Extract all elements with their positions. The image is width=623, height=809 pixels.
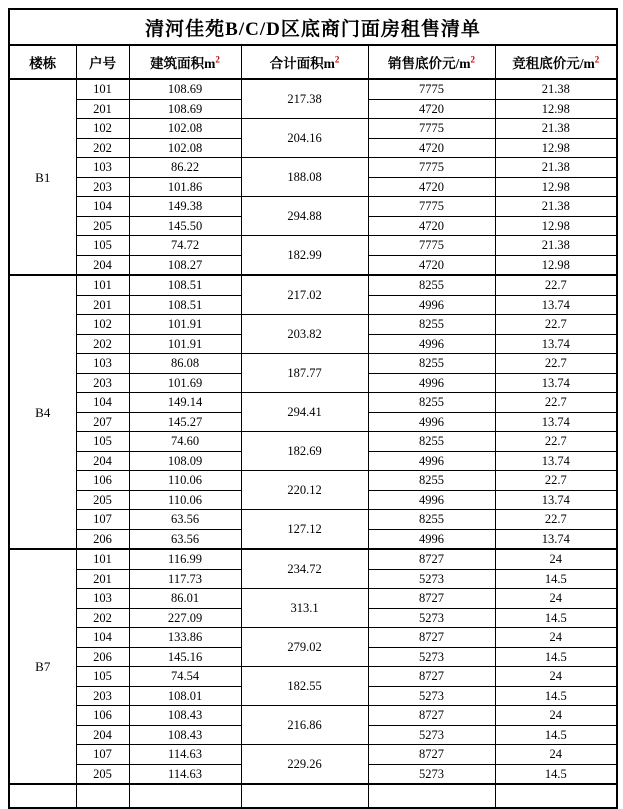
cell-unit: 101 — [76, 79, 129, 99]
cell-sale-price: 4996 — [368, 373, 495, 393]
cell-area: 108.43 — [129, 706, 241, 726]
cell-building: B4 — [9, 275, 76, 549]
cell-sale-price: 4720 — [368, 255, 495, 275]
cell-rent-price: 14.5 — [495, 686, 617, 706]
col-header-label: 合计面积m — [269, 56, 335, 71]
cell-unit: 205 — [76, 490, 129, 510]
cell-unit: 206 — [76, 647, 129, 667]
col-header-label: 竞租底价元/m — [512, 56, 595, 71]
col-header-label: 户号 — [89, 56, 116, 71]
cell-unit: 106 — [76, 706, 129, 726]
cell-unit: 101 — [76, 549, 129, 569]
cell-sale-price: 5273 — [368, 764, 495, 784]
cell-total-area: 234.72 — [241, 549, 368, 589]
cell-sale-price: 8727 — [368, 667, 495, 687]
cell-sale-price: 8727 — [368, 628, 495, 648]
cell-unit: 106 — [76, 471, 129, 491]
cell-unit: 202 — [76, 608, 129, 628]
col-header-unit — [76, 45, 129, 79]
cell-sale-price: 4996 — [368, 490, 495, 510]
cell-unit: 102 — [76, 315, 129, 335]
cell-unit: 103 — [76, 589, 129, 609]
cell-rent-price: 12.98 — [495, 99, 617, 119]
cell-area: 101.91 — [129, 334, 241, 354]
cell-total-area: 216.86 — [241, 706, 368, 745]
cell-area: 86.01 — [129, 589, 241, 609]
cell-area: 114.63 — [129, 764, 241, 784]
col-header-label: 楼栋 — [29, 56, 57, 71]
table-row — [9, 432, 617, 452]
cell-rent-price: 21.38 — [495, 236, 617, 256]
cell-area: 108.69 — [129, 99, 241, 119]
cell-unit: 204 — [76, 255, 129, 275]
cell-sale-price: 4996 — [368, 529, 495, 549]
cell-area: 101.86 — [129, 177, 241, 197]
cell-unit: 205 — [76, 764, 129, 784]
cell-unit: 201 — [76, 295, 129, 315]
cell-sale-price: 8727 — [368, 549, 495, 569]
cell-area: 108.51 — [129, 295, 241, 315]
cell-area: 102.08 — [129, 138, 241, 158]
cell-unit: 202 — [76, 138, 129, 158]
cell-rent-price: 21.38 — [495, 197, 617, 217]
cell-unit: 203 — [76, 373, 129, 393]
cell-sale-price: 7775 — [368, 79, 495, 99]
partial-cutoff-row — [9, 784, 617, 808]
cell-area: 110.06 — [129, 471, 241, 491]
col-header-label: 建筑面积m — [150, 56, 216, 71]
cell-sale-price: 8255 — [368, 354, 495, 374]
cell-sale-price: 4996 — [368, 451, 495, 471]
cell-unit: 202 — [76, 334, 129, 354]
cell-total-area: 229.26 — [241, 745, 368, 785]
table-row — [9, 158, 617, 178]
cell-rent-price: 22.7 — [495, 471, 617, 491]
cell-area: 86.22 — [129, 158, 241, 178]
cell-total-area: 294.88 — [241, 197, 368, 236]
cell-area: 117.73 — [129, 569, 241, 589]
cell-rent-price: 14.5 — [495, 569, 617, 589]
cell-sale-price: 8255 — [368, 315, 495, 335]
cell-building: B1 — [9, 79, 76, 275]
cell-rent-price: 13.74 — [495, 295, 617, 315]
col-header-sale — [368, 45, 495, 79]
cell-area: 101.69 — [129, 373, 241, 393]
cell-rent-price: 22.7 — [495, 275, 617, 295]
cell-unit: 105 — [76, 432, 129, 452]
cell-area: 114.63 — [129, 745, 241, 765]
cell-empty — [76, 784, 129, 808]
table-row — [9, 119, 617, 139]
cell-area: 102.08 — [129, 119, 241, 139]
cell-unit: 104 — [76, 393, 129, 413]
cell-sale-price: 5273 — [368, 647, 495, 667]
cell-area: 108.09 — [129, 451, 241, 471]
cell-total-area: 182.55 — [241, 667, 368, 706]
cell-empty — [495, 784, 617, 808]
cell-unit: 105 — [76, 236, 129, 256]
cell-empty — [368, 784, 495, 808]
table-row — [9, 510, 617, 530]
cell-rent-price: 22.7 — [495, 354, 617, 374]
table-row — [9, 393, 617, 413]
cell-area: 74.54 — [129, 667, 241, 687]
cell-total-area: 204.16 — [241, 119, 368, 158]
cell-total-area: 127.12 — [241, 510, 368, 550]
cell-rent-price: 24 — [495, 745, 617, 765]
table-row — [9, 471, 617, 491]
cell-rent-price: 14.5 — [495, 608, 617, 628]
cell-rent-price: 14.5 — [495, 647, 617, 667]
cell-total-area: 187.77 — [241, 354, 368, 393]
cell-area: 145.50 — [129, 216, 241, 236]
cell-unit: 204 — [76, 451, 129, 471]
cell-total-area: 203.82 — [241, 315, 368, 354]
cell-area: 116.99 — [129, 549, 241, 569]
title-row — [9, 9, 617, 45]
cell-rent-price: 22.7 — [495, 432, 617, 452]
cell-rent-price: 24 — [495, 589, 617, 609]
cell-unit: 102 — [76, 119, 129, 139]
cell-rent-price: 13.74 — [495, 373, 617, 393]
col-header-area — [129, 45, 241, 79]
cell-unit: 103 — [76, 158, 129, 178]
cell-area: 110.06 — [129, 490, 241, 510]
cell-area: 108.27 — [129, 255, 241, 275]
superscript-2: 2 — [594, 54, 600, 65]
cell-sale-price: 4996 — [368, 334, 495, 354]
cell-unit: 207 — [76, 412, 129, 432]
cell-area: 133.86 — [129, 628, 241, 648]
table-row — [9, 549, 617, 569]
superscript-2: 2 — [215, 54, 220, 65]
cell-sale-price: 4720 — [368, 216, 495, 236]
table-row — [9, 667, 617, 687]
col-header-label: 销售底价元/m — [388, 56, 471, 71]
cell-rent-price: 13.74 — [495, 490, 617, 510]
cell-rent-price: 12.98 — [495, 255, 617, 275]
col-header-building — [9, 45, 76, 79]
cell-rent-price: 13.74 — [495, 334, 617, 354]
cell-total-area: 217.02 — [241, 275, 368, 315]
cell-unit: 107 — [76, 510, 129, 530]
cell-sale-price: 5273 — [368, 725, 495, 745]
cell-area: 63.56 — [129, 529, 241, 549]
cell-unit: 104 — [76, 197, 129, 217]
cell-area: 86.08 — [129, 354, 241, 374]
cell-rent-price: 13.74 — [495, 412, 617, 432]
cell-empty — [241, 784, 368, 808]
cell-unit: 201 — [76, 99, 129, 119]
table-title: 清河佳苑B/C/D区底商门面房租售清单 — [9, 9, 617, 45]
cell-empty — [9, 784, 76, 808]
cell-rent-price: 14.5 — [495, 764, 617, 784]
cell-sale-price: 8255 — [368, 275, 495, 295]
cell-rent-price: 21.38 — [495, 158, 617, 178]
cell-sale-price: 7775 — [368, 158, 495, 178]
cell-rent-price: 24 — [495, 628, 617, 648]
cell-sale-price: 7775 — [368, 197, 495, 217]
cell-total-area: 188.08 — [241, 158, 368, 197]
cell-area: 74.72 — [129, 236, 241, 256]
superscript-2: 2 — [334, 54, 340, 65]
table-row — [9, 354, 617, 374]
cell-unit: 205 — [76, 216, 129, 236]
cell-total-area: 279.02 — [241, 628, 368, 667]
cell-sale-price: 4996 — [368, 295, 495, 315]
cell-area: 145.27 — [129, 412, 241, 432]
cell-total-area: 182.99 — [241, 236, 368, 276]
cell-sale-price: 4720 — [368, 177, 495, 197]
cell-area: 101.91 — [129, 315, 241, 335]
cell-total-area: 182.69 — [241, 432, 368, 471]
table-row — [9, 745, 617, 765]
cell-area: 108.69 — [129, 79, 241, 99]
cell-total-area: 217.38 — [241, 79, 368, 119]
table-row — [9, 236, 617, 256]
cell-unit: 203 — [76, 686, 129, 706]
col-header-rent — [495, 45, 617, 79]
cell-unit: 201 — [76, 569, 129, 589]
cell-area: 74.60 — [129, 432, 241, 452]
cell-sale-price: 7775 — [368, 236, 495, 256]
table-row — [9, 275, 617, 295]
cell-sale-price: 8255 — [368, 471, 495, 491]
cell-area: 227.09 — [129, 608, 241, 628]
cell-rent-price: 22.7 — [495, 393, 617, 413]
cell-sale-price: 8255 — [368, 432, 495, 452]
superscript-2: 2 — [470, 54, 475, 65]
cell-area: 108.43 — [129, 725, 241, 745]
cell-rent-price: 13.74 — [495, 529, 617, 549]
cell-sale-price: 5273 — [368, 686, 495, 706]
cell-unit: 103 — [76, 354, 129, 374]
cell-sale-price: 5273 — [368, 569, 495, 589]
cell-area: 145.16 — [129, 647, 241, 667]
cell-unit: 107 — [76, 745, 129, 765]
cell-rent-price: 12.98 — [495, 138, 617, 158]
cell-sale-price: 7775 — [368, 119, 495, 139]
table-row — [9, 589, 617, 609]
cell-unit: 105 — [76, 667, 129, 687]
cell-sale-price: 8255 — [368, 510, 495, 530]
table-row — [9, 197, 617, 217]
cell-rent-price: 24 — [495, 549, 617, 569]
cell-area: 108.51 — [129, 275, 241, 295]
col-header-total — [241, 45, 368, 79]
table-row — [9, 79, 617, 99]
cell-sale-price: 4996 — [368, 412, 495, 432]
cell-rent-price: 21.38 — [495, 79, 617, 99]
table-row — [9, 315, 617, 335]
cell-unit: 104 — [76, 628, 129, 648]
cell-sale-price: 8727 — [368, 745, 495, 765]
cell-total-area: 220.12 — [241, 471, 368, 510]
cell-rent-price: 24 — [495, 667, 617, 687]
column-header-row — [9, 45, 617, 79]
cell-unit: 206 — [76, 529, 129, 549]
cell-rent-price: 22.7 — [495, 510, 617, 530]
cell-area: 149.38 — [129, 197, 241, 217]
cell-rent-price: 12.98 — [495, 216, 617, 236]
cell-rent-price: 13.74 — [495, 451, 617, 471]
cell-sale-price: 8727 — [368, 706, 495, 726]
rental-price-table — [8, 8, 618, 809]
cell-sale-price: 4720 — [368, 99, 495, 119]
cell-sale-price: 5273 — [368, 608, 495, 628]
cell-sale-price: 8255 — [368, 393, 495, 413]
cell-area: 63.56 — [129, 510, 241, 530]
cell-building: B7 — [9, 549, 76, 784]
cell-unit: 101 — [76, 275, 129, 295]
cell-sale-price: 4720 — [368, 138, 495, 158]
cell-unit: 203 — [76, 177, 129, 197]
cell-rent-price: 14.5 — [495, 725, 617, 745]
cell-total-area: 313.1 — [241, 589, 368, 628]
cell-area: 149.14 — [129, 393, 241, 413]
table-row — [9, 706, 617, 726]
cell-rent-price: 21.38 — [495, 119, 617, 139]
cell-area: 108.01 — [129, 686, 241, 706]
cell-sale-price: 8727 — [368, 589, 495, 609]
cell-rent-price: 24 — [495, 706, 617, 726]
cell-rent-price: 12.98 — [495, 177, 617, 197]
cell-unit: 204 — [76, 725, 129, 745]
cell-total-area: 294.41 — [241, 393, 368, 432]
table-row — [9, 628, 617, 648]
cell-empty — [129, 784, 241, 808]
cell-rent-price: 22.7 — [495, 315, 617, 335]
